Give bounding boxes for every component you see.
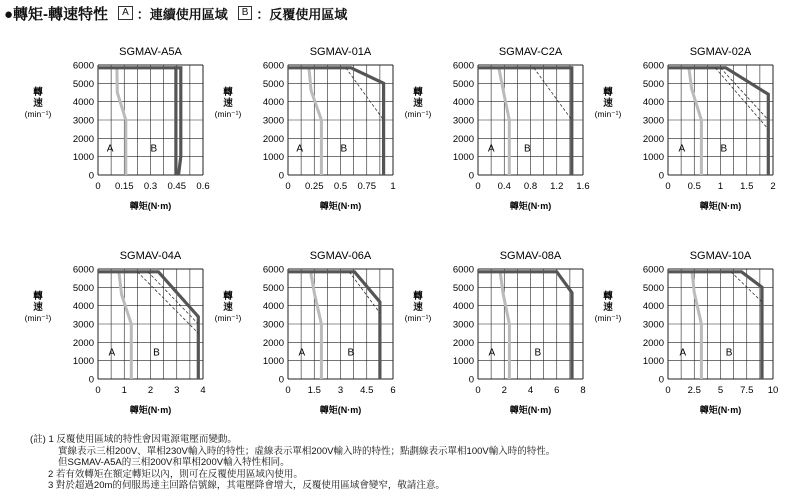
x-tick-label: 2 [501, 385, 507, 396]
region-label-b: B [523, 143, 531, 155]
peak-torque-curve [174, 68, 176, 175]
chart-title: SGMAV-08A [499, 250, 562, 262]
y-axis-label: 速 [413, 302, 423, 313]
x-tick-label: 0.25 [305, 181, 324, 192]
x-tick-label: 2 [147, 385, 154, 396]
y-tick-label: 1000 [642, 152, 664, 164]
x-tick-label: 1 [121, 385, 127, 396]
note-1c: 但SGMAV-A5A的三相200V和單相200V輸入特性相同。 [58, 457, 290, 469]
y-tick-label: 5000 [262, 282, 284, 294]
y-tick-label: 6000 [452, 60, 474, 72]
notes-block [30, 434, 555, 492]
peak-torque-curve [668, 272, 762, 379]
x-tick-label: 6 [554, 385, 560, 396]
y-axis-label: 轉 [223, 291, 233, 302]
x-tick-label: 0 [285, 181, 291, 192]
rated-torque-curve [119, 273, 131, 379]
x-tick-label: 1 [717, 181, 724, 192]
note-1b: 實線表示三相200V、單相230V輸入時的特性；虛線表示單相200V輸入時的特性；點劃線表示單相100V輸入時的特性。 [58, 445, 556, 457]
region-label-a: A [679, 347, 687, 359]
y-tick-label: 0 [278, 374, 284, 386]
y-axis-label: 轉 [413, 291, 423, 302]
region-label-b: B [725, 347, 733, 359]
chart-sgmav-08a [405, 250, 586, 415]
x-axis-label: 轉矩(N·m) [699, 201, 742, 211]
x-tick-label: 1.5 [740, 181, 754, 192]
y-tick-label: 0 [468, 170, 474, 182]
y-tick-label: 2000 [642, 133, 664, 145]
chart-title: SGMAV-04A [119, 250, 182, 262]
y-tick-label: 6000 [72, 60, 94, 72]
x-tick-label: 1.6 [576, 181, 590, 192]
x-axis-label: 轉矩(N·m) [699, 405, 742, 415]
y-tick-label: 2000 [72, 337, 94, 349]
y-tick-label: 6000 [642, 60, 664, 72]
rated-torque-curve [692, 273, 701, 379]
y-axis-label: 速 [33, 98, 43, 109]
legend-key-a: A [118, 6, 133, 20]
x-tick-label: 2 [770, 181, 776, 192]
chart-sgmav-c2a [405, 46, 590, 211]
x-tick-label: 0 [665, 181, 671, 192]
x-tick-label: 0 [95, 181, 101, 192]
y-tick-label: 4000 [452, 97, 474, 109]
legend-desc-b: ：反覆使用區域 [256, 6, 348, 22]
y-axis-label: 速 [413, 98, 423, 109]
y-tick-label: 3000 [72, 319, 94, 331]
region-label-a: A [487, 143, 495, 155]
region-label-b: B [347, 347, 355, 359]
y-tick-label: 1000 [452, 152, 474, 164]
peak-torque-curve [668, 68, 768, 175]
x-tick-label: 1.2 [550, 181, 564, 192]
x-tick-label: 0 [665, 385, 671, 396]
x-tick-label: 0 [475, 181, 481, 192]
x-tick-label: 1 [390, 181, 396, 192]
y-tick-label: 6000 [72, 264, 94, 276]
x-tick-label: 10 [767, 385, 779, 396]
chart-sgmav-04a [25, 250, 206, 415]
region-label-b: B [153, 347, 160, 359]
y-tick-label: 3000 [72, 115, 94, 127]
y-tick-label: 4000 [642, 301, 664, 313]
y-tick-label: 4000 [452, 301, 474, 313]
x-tick-label: 0.4 [497, 181, 511, 192]
x-tick-label: 6 [390, 385, 396, 396]
y-axis-label: (min⁻¹) [404, 109, 432, 119]
peak-torque-curve [98, 272, 198, 379]
chart-title: SGMAV-01A [309, 46, 372, 58]
y-tick-label: 2000 [72, 133, 94, 145]
y-tick-label: 4000 [262, 301, 284, 313]
y-tick-label: 5000 [642, 78, 664, 90]
y-tick-label: 0 [658, 170, 664, 182]
y-axis-label: (min⁻¹) [594, 313, 622, 323]
y-tick-label: 0 [468, 374, 474, 386]
y-axis-label: 轉 [603, 87, 613, 98]
y-tick-label: 2000 [262, 133, 284, 145]
x-tick-label: 3 [337, 385, 344, 396]
region-label-a: A [108, 347, 116, 359]
x-axis-label: 轉矩(N·m) [129, 405, 172, 415]
chart-sgmav-a5a [25, 46, 210, 211]
rated-torque-curve [309, 69, 321, 175]
y-tick-label: 5000 [72, 78, 94, 90]
y-tick-label: 5000 [452, 282, 474, 294]
y-axis-label: (min⁻¹) [214, 313, 242, 323]
rated-torque-curve [311, 273, 322, 379]
y-tick-label: 3000 [262, 115, 284, 127]
region-label-b: B [150, 143, 158, 155]
y-axis-label: 速 [33, 302, 43, 313]
y-tick-label: 6000 [262, 60, 284, 72]
peak-torque-curve [98, 68, 181, 175]
note-1: (註) 1 反覆使用區域的特性會因電源電壓而變動。 [30, 434, 237, 445]
y-tick-label: 1000 [642, 356, 664, 368]
y-tick-label: 5000 [452, 78, 474, 90]
x-tick-label: 0.3 [143, 181, 158, 192]
x-axis-label: 轉矩(N·m) [319, 201, 362, 211]
y-tick-label: 3000 [642, 319, 664, 331]
chart-sgmav-02a [595, 46, 776, 211]
y-axis-label: 速 [223, 302, 233, 313]
x-tick-label: 7.5 [740, 385, 754, 396]
y-axis-label: 速 [603, 302, 613, 313]
chart-sgmav-10a [595, 250, 779, 415]
dashed-curve [148, 272, 198, 324]
note-3: 3 對於超過20m的伺服馬達主回路信號線，其電壓降會增大，反覆使用區域會變窄，敬請注意。 [48, 480, 445, 492]
x-tick-label: 0.6 [196, 181, 210, 192]
y-axis-label: (min⁻¹) [24, 109, 52, 119]
region-label-b: B [340, 143, 348, 155]
dashed-curve [721, 68, 769, 120]
y-tick-label: 5000 [72, 282, 94, 294]
x-tick-label: 0.75 [357, 181, 376, 192]
y-tick-label: 2000 [642, 337, 664, 349]
y-tick-label: 3000 [452, 115, 474, 127]
y-axis-label: 轉 [33, 291, 43, 302]
x-axis-label: 轉矩(N·m) [319, 405, 362, 415]
x-tick-label: 4 [527, 385, 534, 396]
y-tick-label: 1000 [452, 356, 474, 368]
x-axis-label: 轉矩(N·m) [509, 201, 552, 211]
y-tick-label: 1000 [72, 356, 94, 368]
x-tick-label: 4.5 [360, 385, 374, 396]
y-tick-label: 6000 [642, 264, 664, 276]
y-tick-label: 3000 [642, 115, 664, 127]
x-tick-label: 0.5 [687, 181, 701, 192]
x-axis-label: 轉矩(N·m) [129, 201, 172, 211]
y-axis-label: 轉 [413, 87, 423, 98]
x-tick-label: 0 [475, 385, 481, 396]
y-axis-label: 速 [223, 98, 233, 109]
x-tick-label: 0 [285, 385, 291, 396]
y-tick-label: 2000 [262, 337, 284, 349]
chart-sgmav-01a [215, 46, 396, 211]
peak-torque-curve [288, 68, 384, 175]
y-axis-label: (min⁻¹) [594, 109, 622, 119]
y-tick-label: 2000 [452, 133, 474, 145]
chart-sgmav-06a [215, 250, 396, 415]
y-tick-label: 3000 [262, 319, 284, 331]
dashed-curve [534, 68, 572, 120]
x-tick-label: 8 [580, 385, 586, 396]
y-tick-label: 0 [88, 374, 94, 386]
y-axis-label: (min⁻¹) [24, 313, 52, 323]
rated-torque-curve [689, 69, 701, 175]
y-axis-label: (min⁻¹) [404, 313, 432, 323]
y-tick-label: 4000 [72, 301, 94, 313]
peak-torque-curve [478, 68, 572, 175]
peak-torque-curve [478, 272, 572, 379]
y-tick-label: 3000 [452, 319, 474, 331]
y-tick-label: 4000 [262, 97, 284, 109]
x-tick-label: 3 [174, 385, 180, 396]
x-tick-label: 0.15 [115, 181, 134, 192]
region-label-b: B [534, 347, 542, 359]
x-tick-label: 0.45 [167, 181, 186, 192]
y-tick-label: 0 [278, 170, 284, 182]
y-tick-label: 4000 [642, 97, 664, 109]
region-label-a: A [678, 143, 686, 155]
y-axis-label: (min⁻¹) [214, 109, 242, 119]
y-tick-label: 2000 [452, 337, 474, 349]
rated-torque-curve [500, 273, 509, 379]
legend-key-b: B [238, 6, 253, 20]
chart-title: SGMAV-A5A [119, 46, 182, 58]
y-tick-label: 6000 [452, 264, 474, 276]
x-tick-label: 1.5 [307, 385, 321, 396]
region-label-a: A [106, 143, 114, 155]
region-label-a: A [296, 143, 304, 155]
chart-title: SGMAV-02A [689, 46, 752, 58]
legend-desc-a: ：連續使用區域 [136, 6, 228, 22]
y-axis-label: 轉 [33, 87, 43, 98]
note-2: 2 若有效轉矩在額定轉矩以內，則可在反覆使用區域內使用。 [48, 468, 303, 480]
y-tick-label: 1000 [262, 356, 284, 368]
y-tick-label: 4000 [72, 97, 94, 109]
y-tick-label: 0 [88, 170, 94, 182]
y-tick-label: 1000 [72, 152, 94, 164]
y-tick-label: 5000 [262, 78, 284, 90]
y-tick-label: 6000 [262, 264, 284, 276]
region-label-a: A [298, 347, 306, 359]
x-tick-label: 0.5 [333, 181, 348, 192]
x-tick-label: 0.8 [523, 181, 538, 192]
y-tick-label: 5000 [642, 282, 664, 294]
y-axis-label: 速 [603, 98, 613, 109]
region-label-b: B [720, 143, 728, 155]
section-title: ●轉矩-轉速特性 [4, 5, 109, 23]
y-tick-label: 1000 [262, 152, 284, 164]
chart-title: SGMAV-C2A [498, 46, 563, 58]
chart-title: SGMAV-10A [689, 250, 752, 262]
y-axis-label: 轉 [223, 87, 233, 98]
x-axis-label: 轉矩(N·m) [509, 405, 552, 415]
x-tick-label: 4 [200, 385, 206, 396]
x-tick-label: 0 [95, 385, 101, 396]
y-axis-label: 轉 [603, 291, 613, 302]
region-label-a: A [488, 347, 496, 359]
x-tick-label: 2.5 [687, 385, 701, 396]
chart-title: SGMAV-06A [309, 250, 372, 262]
y-tick-label: 0 [658, 374, 664, 386]
peak-torque-curve [288, 272, 380, 379]
x-tick-label: 5 [717, 385, 724, 396]
